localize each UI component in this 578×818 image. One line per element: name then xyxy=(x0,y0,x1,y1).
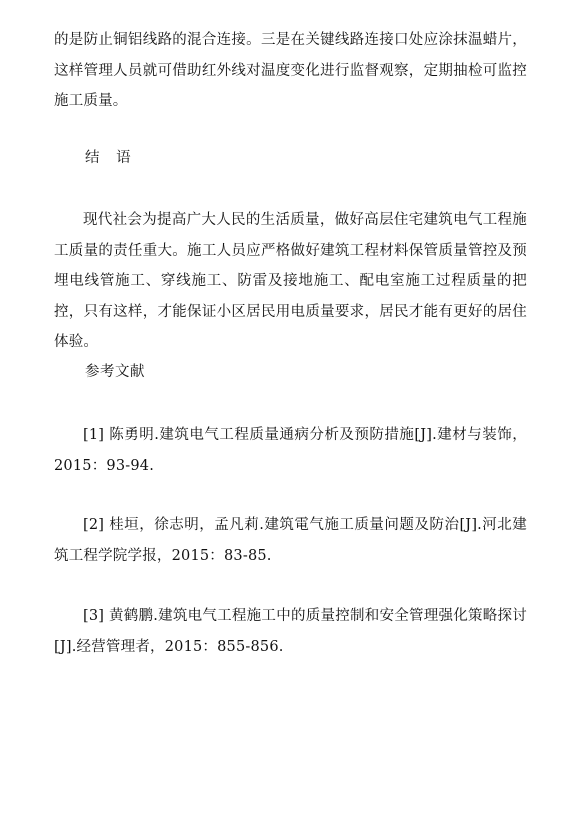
reference-item: [2] 桂垣，徐志明，孟凡莉.建筑電气施工质量问题及防治[J].河北建筑工程学院学报，2015：83-85. xyxy=(54,517,527,564)
reference-item: [3] 黄鹤鹏.建筑电气工程施工中的质量控制和安全管理强化策略探讨[J].经营管理者，2015：855-856. xyxy=(54,608,527,655)
body-paragraph-continued: 的是防止铜铝线路的混合连接。三是在关键线路连接口处应涂抹温蜡片，这样管理人员就可借助红外线对温度变化进行监督观察，定期抽检可监控施工质量。 xyxy=(54,32,527,109)
reference-item: [1] 陈勇明.建筑电气工程质量通病分析及预防措施[J].建材与装饰，2015：93-94. xyxy=(54,427,527,474)
references-heading: 参考文献 xyxy=(85,364,145,380)
conclusion-paragraph: 现代社会为提高广大人民的生活质量，做好高层住宅建筑电气工程施工质量的责任重大。施工人员应严格做好建筑工程材料保管质量管控及预埋电线管施工、穿线施工、防雷及接地施工、配电室施工过程质量的把控，只有这样，才能保证小区居民用电质量要求，居民才能有更好的居住体验。 xyxy=(54,212,527,350)
conclusion-heading: 结 语 xyxy=(85,150,137,166)
